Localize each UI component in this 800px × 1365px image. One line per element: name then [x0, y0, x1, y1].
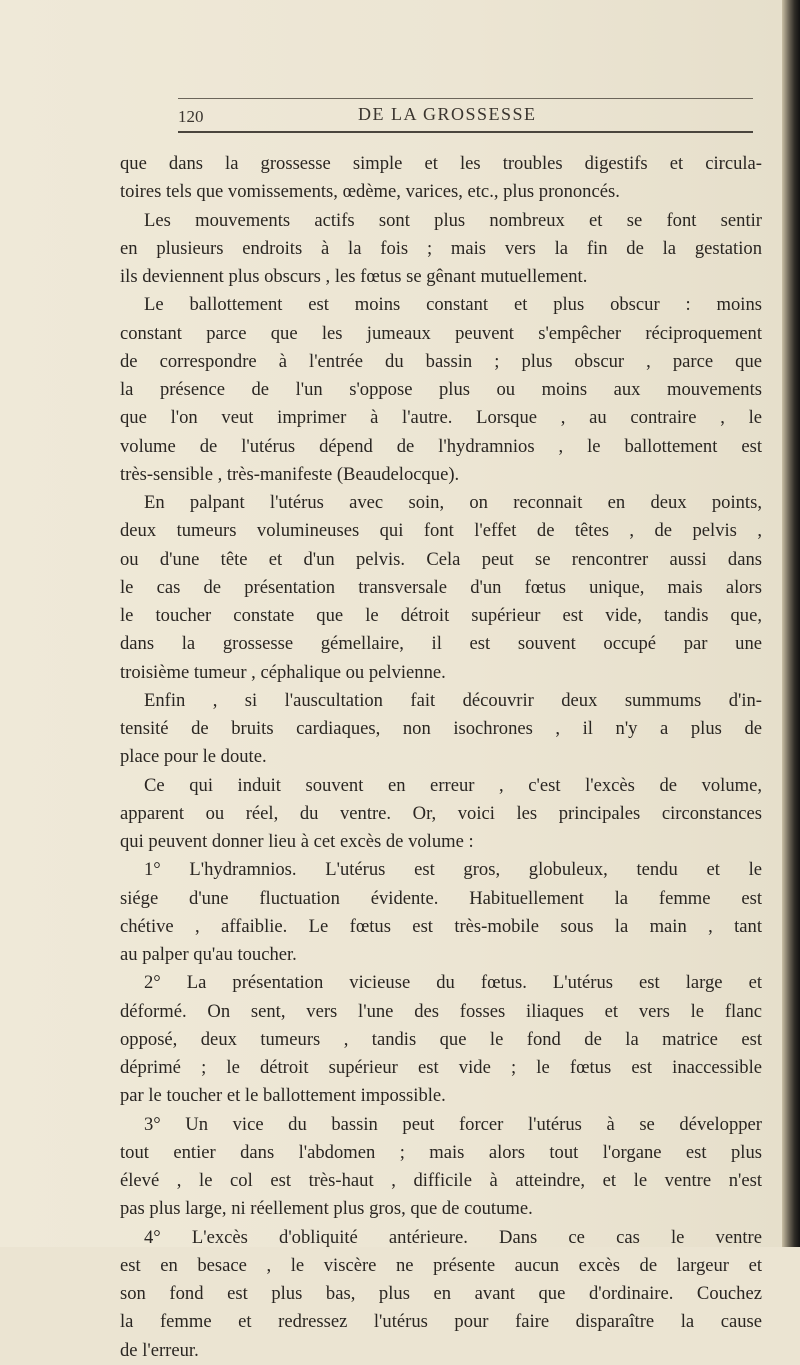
text-line: chétive , affaiblie. Le fœtus est très-mobile sous la main , tant: [120, 915, 762, 937]
book-binding-edge: [782, 0, 800, 1247]
text-line: dans la grossesse gémellaire, il est souvent occupé par une: [120, 633, 762, 655]
text-line: le toucher constate que le détroit supérieur est vide, tandis que,: [120, 605, 762, 626]
text-line: siége d'une fluctuation évidente. Habituellement la femme est: [120, 887, 762, 909]
text-line: par le toucher et le ballottement impossible.: [120, 1085, 446, 1107]
text-line: très-sensible , très-manifeste (Beaudelocque).: [120, 463, 460, 485]
page-number: 120: [178, 107, 204, 126]
text-line: opposé, deux tumeurs , tandis que le fond de la matrice est: [120, 1028, 762, 1050]
text-line: 3° Un vice du bassin peut forcer l'utérus à se développer: [144, 1113, 762, 1135]
text-line: tensité de bruits cardiaques, non isochrones , il n'y a plus de: [120, 718, 762, 739]
text-line: constant parce que les jumeaux peuvent s'empêcher réciproquement: [120, 322, 762, 344]
text-line: toires tels que vomissements, œdème, varices, etc., plus prononcés.: [120, 181, 620, 203]
text-line: apparent ou réel, du ventre. Or, voici les principales circonstances: [120, 802, 762, 824]
text-line: élevé , le col est très-haut , difficile à atteindre, et le ventre n'est: [120, 1170, 762, 1191]
text-line: de correspondre à l'entrée du bassin ; plus obscur , parce que: [120, 350, 762, 372]
text-line: déformé. On sent, vers l'une des fosses iliaques et vers le flanc: [120, 1000, 762, 1022]
text-line: le cas de présentation transversale d'un fœtus unique, mais alors: [120, 576, 762, 598]
text-line: au palper qu'au toucher.: [120, 944, 297, 965]
text-line: que l'on veut imprimer à l'autre. Lorsque , au contraire , le: [120, 407, 762, 429]
text-line: qui peuvent donner lieu à cet excès de volume :: [120, 831, 474, 852]
text-line: ils deviennent plus obscurs , les fœtus se gênant mutuellement.: [120, 266, 588, 287]
text-line: 4° L'excès d'obliquité antérieure. Dans ce cas le ventre: [144, 1226, 762, 1248]
text-line: tout entier dans l'abdomen ; mais alors tout l'organe est plus: [120, 1141, 762, 1163]
header-rule-bottom: [178, 131, 753, 133]
text-line: place pour le doute.: [120, 746, 267, 768]
text-line: la présence de l'un s'oppose plus ou moins aux mouvements: [120, 379, 762, 400]
header-rule-top: [178, 98, 753, 99]
text-line: Les mouvements actifs sont plus nombreux et se font sentir: [144, 209, 762, 231]
body-text: [120, 150, 762, 1365]
text-line: 1° L'hydramnios. L'utérus est gros, globuleux, tendu et le: [144, 859, 762, 881]
text-line: pas plus large, ni réellement plus gros, que de coutume.: [120, 1198, 533, 1220]
text-line: 2° La présentation vicieuse du fœtus. L'utérus est large et: [144, 972, 762, 994]
text-line: deux tumeurs volumineuses qui font l'effet de têtes , de pelvis ,: [120, 520, 762, 542]
text-line: volume de l'utérus dépend de l'hydramnios , le ballottement est: [120, 435, 762, 457]
text-line: de l'erreur.: [120, 1339, 199, 1361]
text-line: son fond est plus bas, plus en avant que d'ordinaire. Couchez: [120, 1283, 762, 1304]
page-header: [178, 98, 753, 134]
text-line: que dans la grossesse simple et les troubles digestifs et circula-: [120, 153, 762, 174]
text-line: En palpant l'utérus avec soin, on reconnait en deux points,: [144, 492, 762, 513]
text-line: ou d'une tête et d'un pelvis. Cela peut se rencontrer aussi dans: [120, 548, 762, 570]
text-line: troisième tumeur , céphalique ou pelvienne.: [120, 661, 446, 683]
running-head: DE LA GROSSESSE: [358, 104, 537, 124]
text-line: Enfin , si l'auscultation fait découvrir deux summums d'in-: [144, 689, 762, 711]
text-line: en plusieurs endroits à la fois ; mais vers la fin de la gestation: [120, 237, 762, 259]
text-line: Le ballottement est moins constant et plus obscur : moins: [144, 294, 762, 316]
text-line: la femme et redressez l'utérus pour faire disparaître la cause: [120, 1311, 762, 1333]
text-line: Ce qui induit souvent en erreur , c'est l'excès de volume,: [144, 774, 762, 796]
text-line: est en besace , le viscère ne présente aucun excès de largeur et: [120, 1254, 762, 1276]
text-line: déprimé ; le détroit supérieur est vide ; le fœtus est inaccessible: [120, 1057, 762, 1078]
